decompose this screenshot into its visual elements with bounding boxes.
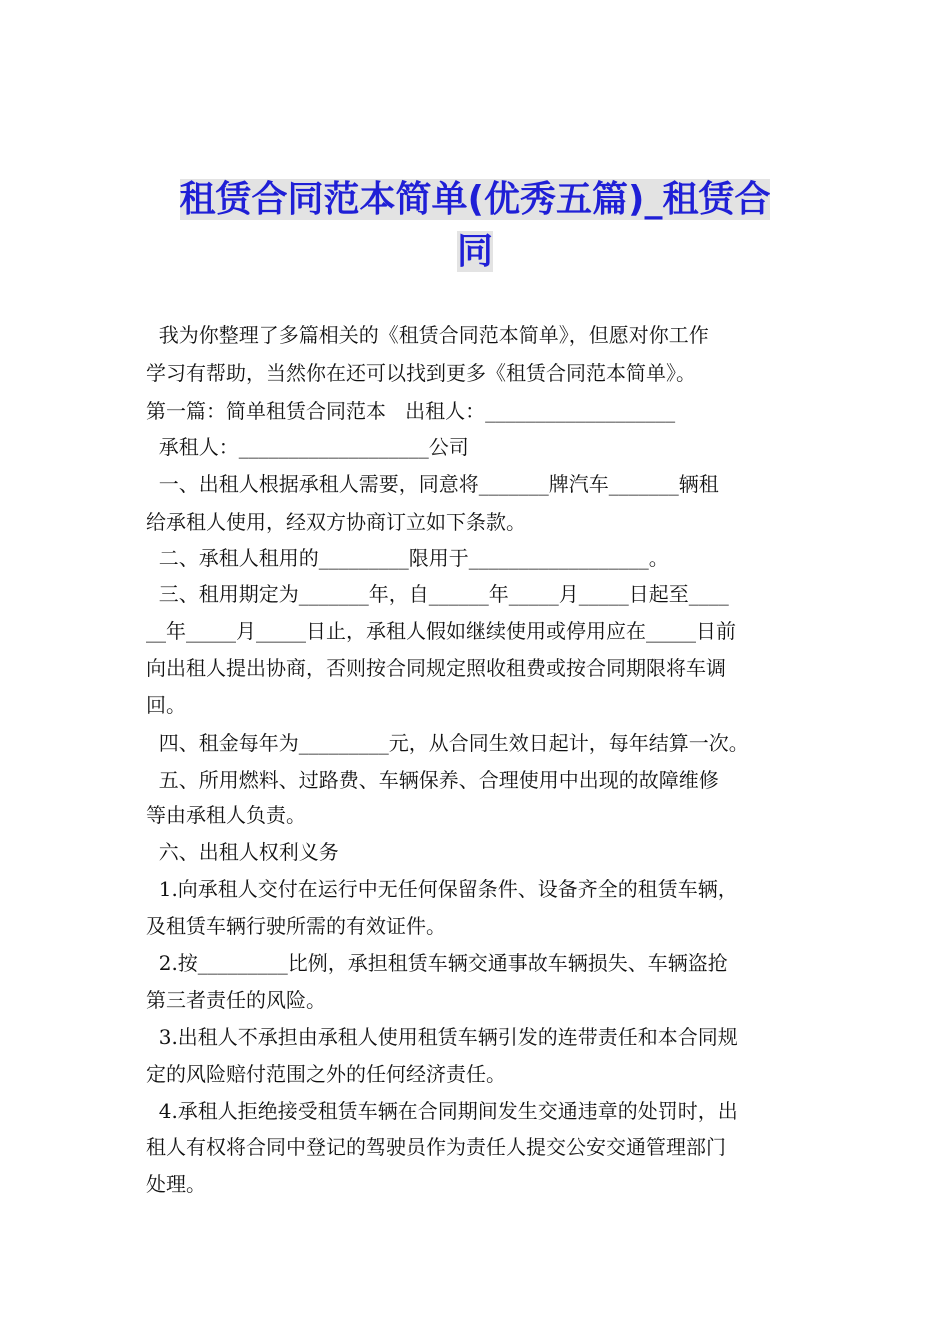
body-line: 第三者责任的风险。 — [146, 988, 326, 1012]
document-title-line-1: 租赁合同范本简单(优秀五篇)_租赁合 — [179, 179, 771, 220]
body-line: 等由承租人负责。 — [146, 803, 306, 827]
body-line: 租人有权将合同中登记的驾驶员作为责任人提交公安交通管理部门 — [146, 1135, 726, 1159]
body-line: 我为你整理了多篇相关的《租赁合同范本简单》，但愿对你工作 — [146, 323, 709, 347]
body-line: 定的风险赔付范围之外的任何经济责任。 — [146, 1062, 506, 1086]
body-line: 回。 — [146, 693, 186, 717]
body-line: 1.向承租人交付在运行中无任何保留条件、设备齐全的租赁车辆， — [146, 877, 738, 901]
body-line: 六、出租人权利义务 — [146, 840, 339, 864]
body-line: 一、出租人根据承租人需要，同意将_______牌汽车_______辆租 — [146, 472, 719, 496]
body-line: 4.承租人拒绝接受租赁车辆在合同期间发生交通违章的处罚时，出 — [146, 1099, 738, 1123]
body-line: 二、承租人租用的_________限用于__________________。 — [146, 546, 669, 570]
body-line: 2.按_________比例，承担租赁车辆交通事故车辆损失、车辆盗抢 — [146, 951, 728, 975]
body-line: 学习有帮助，当然你在还可以找到更多《租赁合同范本简单》。 — [146, 361, 696, 385]
body-line: __年_____月_____日止，承租人假如继续使用或停用应在_____日前 — [146, 619, 736, 643]
document-title-line-2: 同 — [456, 231, 493, 272]
body-line: 向出租人提出协商，否则按合同规定照收租费或按合同期限将车调 — [146, 656, 726, 680]
body-line: 及租赁车辆行驶所需的有效证件。 — [146, 914, 446, 938]
body-line: 三、租用期定为_______年，自______年_____月_____日起至____ — [146, 582, 729, 606]
body-line: 3.出租人不承担由承租人使用租赁车辆引发的连带责任和本合同规 — [146, 1025, 738, 1049]
body-line: 承租人：___________________公司 — [146, 435, 469, 459]
body-line: 处理。 — [146, 1172, 206, 1196]
body-line: 四、租金每年为_________元，从合同生效日起计，每年结算一次。 — [146, 731, 749, 755]
body-line: 第一篇：简单租赁合同范本 出租人：___________________ — [146, 399, 676, 423]
body-line: 给承租人使用，经双方协商订立如下条款。 — [146, 510, 526, 534]
body-line: 五、所用燃料、过路费、车辆保养、合理使用中出现的故障维修 — [146, 768, 719, 792]
